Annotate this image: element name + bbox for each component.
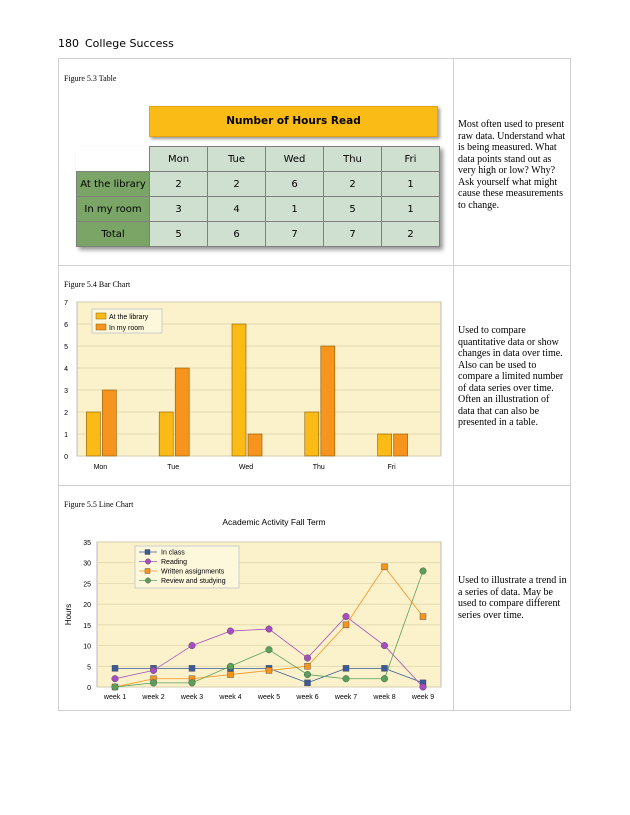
data-point [382, 564, 388, 570]
row-header: Total [77, 222, 150, 247]
figure-description: Most often used to present raw data. Understand what is being measured. What data points stand out as very high or low? Why? Ask yourself what might cause these measurements to change. [458, 119, 566, 211]
y-tick-label: 35 [83, 540, 91, 547]
y-tick-label: 15 [83, 622, 91, 630]
figure-table [58, 58, 571, 711]
y-tick-label: 2 [64, 410, 68, 417]
figure-label: Figure 5.5 Line Chart [64, 500, 134, 509]
y-tick-label: 30 [83, 560, 91, 568]
figure-row-bar-chart [59, 266, 570, 486]
line-chart [59, 512, 453, 708]
bar [232, 324, 246, 456]
data-point [228, 672, 234, 678]
figure-description: Used to illustrate a trend in a series of data. May be used to compare different series over time. [458, 575, 567, 621]
x-tick-label: week 1 [103, 694, 127, 701]
data-point [266, 667, 272, 673]
bar [378, 434, 392, 456]
data-point [343, 613, 350, 620]
y-tick-label: 25 [83, 581, 91, 589]
y-tick-label: 10 [83, 643, 91, 651]
bar-chart [59, 294, 453, 484]
data-table-title: Number of Hours Read [149, 106, 438, 137]
column-header: Tue [208, 147, 266, 172]
x-tick-label: week 9 [411, 694, 435, 701]
data-table [76, 146, 440, 247]
data-point [266, 626, 273, 633]
data-point [305, 680, 311, 686]
data-point [381, 642, 388, 649]
y-tick-label: 5 [64, 344, 68, 351]
figure-label: Figure 5.4 Bar Chart [64, 280, 131, 289]
x-tick-label: week 7 [334, 694, 358, 701]
data-point [343, 675, 350, 682]
table-cell: 2 [150, 172, 208, 197]
data-point [227, 663, 234, 670]
x-tick-label: week 8 [373, 694, 396, 701]
table-cell: 7 [324, 222, 382, 247]
column-header: Mon [150, 147, 208, 172]
data-point [189, 680, 196, 687]
table-cell: 3 [150, 197, 208, 222]
chart-title: Academic Activity Fall Term [222, 517, 326, 527]
table-cell: 1 [382, 172, 440, 197]
row-header: At the library [77, 172, 150, 197]
x-tick-label: week 4 [219, 694, 242, 701]
x-tick-label: Thu [312, 464, 325, 471]
data-point [420, 614, 426, 620]
data-point [150, 680, 157, 687]
bar [175, 368, 189, 456]
legend-label: Reading [161, 559, 188, 566]
data-point [112, 675, 119, 682]
data-point [189, 642, 196, 649]
table-cell: 1 [382, 197, 440, 222]
bar [248, 434, 262, 456]
data-point [382, 665, 388, 671]
legend-label: Review and studying [161, 578, 226, 585]
figure-row-line-chart [59, 486, 570, 710]
y-tick-label: 1 [64, 432, 68, 439]
row-header: In my room [77, 197, 150, 222]
y-axis-label: Hours [64, 603, 73, 626]
data-point [304, 655, 311, 662]
legend-marker [145, 578, 150, 583]
table-cell: 4 [208, 197, 266, 222]
data-point [343, 665, 349, 671]
x-tick-label: week 6 [296, 694, 319, 701]
legend-label: In my room [109, 325, 145, 332]
bar [321, 346, 335, 456]
table-cell: 5 [150, 222, 208, 247]
figure-label: Figure 5.3 Table [64, 74, 117, 83]
bar [86, 412, 100, 456]
legend-swatch [96, 324, 106, 330]
legend-marker [145, 559, 150, 564]
legend-marker [145, 569, 150, 574]
table-cell: 2 [382, 222, 440, 247]
data-point [112, 684, 119, 691]
data-point [420, 568, 427, 575]
data-point [305, 663, 311, 669]
data-point [343, 622, 349, 628]
data-point [420, 684, 427, 691]
y-tick-label: 3 [64, 388, 68, 395]
data-point [304, 671, 311, 678]
x-tick-label: week 3 [180, 694, 204, 701]
bar [159, 412, 173, 456]
figure-row-table [59, 59, 570, 266]
x-tick-label: Wed [238, 464, 254, 471]
data-point [381, 675, 388, 682]
table-cell: 6 [208, 222, 266, 247]
legend-swatch [96, 313, 106, 319]
y-tick-label: 4 [64, 366, 68, 373]
data-point [227, 628, 234, 635]
page-number: 180 [58, 37, 79, 50]
x-tick-label: week 2 [142, 694, 165, 701]
legend-label: Written assignments [161, 568, 225, 576]
x-tick-label: Mon [93, 464, 108, 471]
y-tick-label: 7 [64, 300, 68, 307]
y-tick-label: 0 [87, 685, 91, 692]
table-cell: 2 [324, 172, 382, 197]
table-row [77, 172, 440, 197]
x-tick-label: Fri [387, 464, 396, 471]
table-cell: 6 [266, 172, 324, 197]
x-tick-label: Tue [167, 464, 180, 471]
figure-description: Used to compare quantitative data or show changes in data over time. Also can be used to compare a limited number of data series over time. Often an illustration of data that can also be presented in a table. [458, 325, 564, 428]
legend-label: At the library [109, 314, 149, 321]
table-cell: 7 [266, 222, 324, 247]
column-header: Fri [382, 147, 440, 172]
table-row [77, 222, 440, 247]
y-tick-label: 0 [64, 454, 68, 461]
table-cell: 2 [208, 172, 266, 197]
y-tick-label: 5 [87, 664, 91, 672]
table-cell: 5 [324, 197, 382, 222]
legend-label: In class [161, 549, 185, 557]
column-header: Thu [324, 147, 382, 172]
column-header: Wed [266, 147, 324, 172]
book-title: College Success [85, 37, 174, 50]
y-tick-label: 20 [83, 602, 91, 610]
data-point [150, 667, 157, 674]
legend-marker [145, 550, 150, 555]
table-cell: 1 [266, 197, 324, 222]
x-tick-label: week 5 [257, 694, 281, 701]
page-header [58, 37, 180, 50]
bar [305, 412, 319, 456]
table-row [77, 197, 440, 222]
data-point [189, 665, 195, 671]
bar [394, 434, 408, 456]
bar [102, 390, 116, 456]
y-tick-label: 6 [64, 322, 68, 329]
data-point [112, 665, 118, 671]
data-point [266, 646, 273, 653]
